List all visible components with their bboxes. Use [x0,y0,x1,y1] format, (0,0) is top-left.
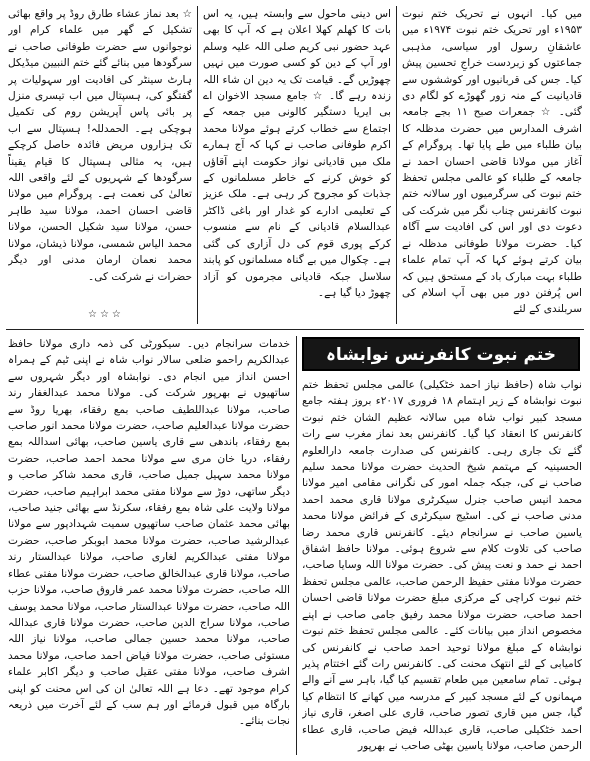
column-right-bottom [302,377,582,755]
column-divider [396,6,397,324]
column-left-bottom [8,336,290,755]
column-divider [296,336,297,755]
article-text: خدمات سرانجام دیں۔ سیکورٹی کی ذمہ داری مولانا حافظ عبدالکریم راحمو ضلعی سالار نواب شاہ نے اپنی ٹیم کے ہمراہ احسن انداز میں انجام دی۔ نوابشاہ اور دیگر شہروں سے ساتھیوں نے بھرپور شرکت کی۔ مولانا محمد عبدالغفار رند صاحب، مولانا عبداللطیف صاحب بمع رفقاء، بھریا روڈ سے حضرت مولانا عبدالعلیم صاحب، حضرت مولانا محمد انور صاحب بمع رفقاء، باندھی سے قاری یاسین صاحب، بھائی اسداللہ بمع رفقاء، دریا خان مری سے مولانا محمد احمد صاحب، حضرت مولانا محمد سہیل جمیل صاحب، قاری محمد شاکر صاحب و دیگر ساتھی، دوڑ سے مولانا مفتی محمد ابراہیم صاحب، حضرت مولانا ولایت علی شاہ بمع رفقاء، سکرنڈ سے بھائی جنید صاحب، بھائی محمد عثمان صاحب ساتھیوں سمیت شہدادپور سے مولانا عبدالرشید صاحب، حضرت مولانا محمد ابوبکر صاحب، حضرت مولانا مفتی عبدالکریم لغاری صاحب، مولانا عبدالستار رند صاحب، مولانا قاری عبدالخالق صاحب، حضرت مولانا مفتی عطاء اللہ صاحب، حضرت مولانا محمد عمر فاروق صاحب، مولانا حزب اللہ صاحب، حضرت مولانا عبدالستار صاحب، مولانا محمد یوسف صاحب، مولانا سراج الدین صاحب، حضرت مولانا قاری عبداللہ صاحب، مولانا محمد حسین جمالی صاحب، مولانا نیاز اللہ مستوئی صاحب، حضرت مولانا فیاض احمد صاحب، مولانا محمد اشرف صاحب، مولانا مفتی عقیل صاحب و دیگر اکابر علماء کرام موجود تھے۔ دعا ہے اللہ تعالیٰ ان کی اس محنت کو اپنی بارگاہ میں قبول فرمائے اور ہم سب کے لئے آخرت میں ذریعہ نجات بنائے۔ [8,338,290,728]
article-text: ☆ بعد نماز عشاء طارق روڈ پر واقع بھائی تشکیل کے گھر میں علماء کرام اور نوجوانوں سے حضرت طوفانی صاحب نے سرگودھا میں بنائے گئے ختم النبیین میڈیکل ہارٹ سینٹر کی افادیت اور سہولیات پر گفتگو کی، ہسپتال میں اب تیسری منزل پر بائی پاس آپریشن روم کی تکمیل ہوچکی ہے۔ الحمدللہ! ہسپتال سے اب تک ہزاروں مریض فائدہ حاصل کرچکے ہیں، یہ مثالی ہسپتال کا قیام یقیناً سرگودھا کے شہریوں کے لئے واقعی اللہ تعالیٰ کی نعمت ہے۔ پروگرام میں مولانا قاضی احسان احمد، مولانا سید طاہر حسن، مولانا سید شکیل الحسن، مولانا محمد الیاس شمسی، مولانا ذیشان، مولانا محمد نعمان ارمان مدنی اور دیگر حضرات نے شرکت کی۔ [8,8,192,283]
column-right-top [402,6,582,324]
section-end-stars: ☆☆☆ [88,309,124,320]
section-divider [6,329,584,330]
column-middle-top [203,6,391,324]
article-text: میں کیا۔ انہوں نے تحریک ختم نبوت ۱۹۵۳ء اور تحریک ختم نبوت ۱۹۷۴ء میں عاشقانِ رسول اور سیاسی، مذہبی جماعتوں کو زبردست خراجِ تحسین پیش کیا۔ جس کی قربانیوں اور کوششوں سے قادیانیت کے منہ زور گھوڑے کو لگام دی گئی۔ ☆ جمعرات صبح ۱۱ بجے جامعہ اشرف المدارس میں حضرت مدظلہ کا بیان طلباء میں طے پایا تھا۔ پروگرام کے آغاز میں مولانا قاضی احسان احمد نے جامعہ کے طلباء کو عالمی مجلس تحفظ ختم نبوت کی سرگرمیوں اور سالانہ ختم نبوت کانفرنس چناب نگر میں شرکت کی دعوت دی اور اس کی افادیت سے آگاہ کیا۔ حضرت مولانا طوفانی مدظلہ نے بیان کرتے ہوئے کہا کہ آپ تمام علماء طلباء بہت مبارک باد کے مستحق ہیں کہ اس پُرفتن دور میں بھی آپ اسلام کی سربلندی کے لئے [402,8,582,316]
article-text: اس دینی ماحول سے وابستہ ہیں، یہ اس بات کا کھلم کھلا اعلان ہے کہ آپ کا بھی عہد حضور نبی کریم صلی اللہ علیہ وسلم اور آپ کے دین کو کسی صورت میں نہیں چھوڑیں گے۔ قیامت تک یہ دین ان شاء اللہ زندہ رہے گا۔ ☆ جامع مسجد الاخوان اے بی ایریا دستگیر کالونی میں جمعہ کے اجتماع سے خطاب کرتے ہوئے مولانا محمد اکرم طوفانی صاحب نے کہا کہ آج ہمارے ملک میں قادیانی نواز حکومت اپنے آقاؤں کو خوش کرنے کے خاطر مسلمانوں کے جذبات کو مجروح کر رہی ہے۔ ملک عزیز کے تعلیمی ادارے کو غدار اور باغی ڈاکٹر عبدالسلام قادیانی کے نام سے منسوب کرکے پوری قوم کی دل آزاری کی گئی ہے۔ چکوال میں بے گناہ مسلمانوں کو پابند سلاسل جبکہ قادیانی مجرموں کو آزاد چھوڑ دیا گیا ہے۔ [203,8,391,299]
article-text: نواب شاہ (حافظ نیاز احمد خٹکیلی) عالمی مجلس تحفظ ختم نبوت نوابشاہ کے زیر اہتمام ۱۸ فروری ۲۰۱۷ء بروز ہفتہ جامع مسجد کبیر نواب شاہ میں سالانہ عظیم الشان ختم نبوت کانفرنس کا انعقاد کیا گیا۔ کانفرنس بعد نماز مغرب سے رات گئے تک جاری رہی۔ کانفرنس کی صدارت جامعہ دارالعلوم الحسینیہ کے مہتمم شیخ الحدیث حضرت مولانا محمد سلیم صاحب نے کی، جبکہ جملہ امور کی نگرانی مقامی امیر مولانا محمد انیس صاحب جنرل سیکرٹری مولانا قاری محمد احمد مدنی صاحب نے کی۔ اسٹیج سیکرٹری کے فرائض مولانا محمد یاسین صاحب نے سرانجام دیئے۔ کانفرنس قاری محمد رضا صاحب کی تلاوت کلام سے شروع ہوئی۔ مولانا حافظ اشفاق احمد نے حمد و نعت پیش کی۔ حضرت مولانا اللہ وسایا صاحب، حضرت مولانا مفتی حفیظ الرحمن صاحب، عالمی مجلس تحفظ ختم نبوت کراچی کے مرکزی مبلغ حضرت مولانا قاضی احسان احمد صاحب، حضرت مولانا محمد رفیق جامی صاحب نے اپنے مخصوص انداز میں بیانات کئے۔ عالمی مجلس تحفظ ختم نبوت نوابشاہ کے مبلغ مولانا توحید احمد صاحب نے کانفرنس کی کامیابی کے لئے انتھک محنت کی۔ کانفرنس رات گئے اختتام پذیر ہوئی۔ تمام سامعین میں طعام تقسیم کیا گیا، باہر سے آنے والے مہمانوں کے لئے مسجد کبیر کے مدرسہ میں کھانے کا انتظام کیا گیا، جس میں قاری تصور صاحب، قاری علی اصغر، قاری نیاز احمد خٹکیلی صاحب، قاری عبداللہ فیض صاحب، قاری عطاء الرحمن صاحب، مولانا یاسین بھٹی صاحب نے بھرپور [302,379,582,752]
column-divider [197,6,198,324]
article-headline-banner [302,337,580,371]
column-left-top [8,6,192,306]
headline-text: ختم نبوت کانفرنس نوابشاہ [325,344,557,365]
